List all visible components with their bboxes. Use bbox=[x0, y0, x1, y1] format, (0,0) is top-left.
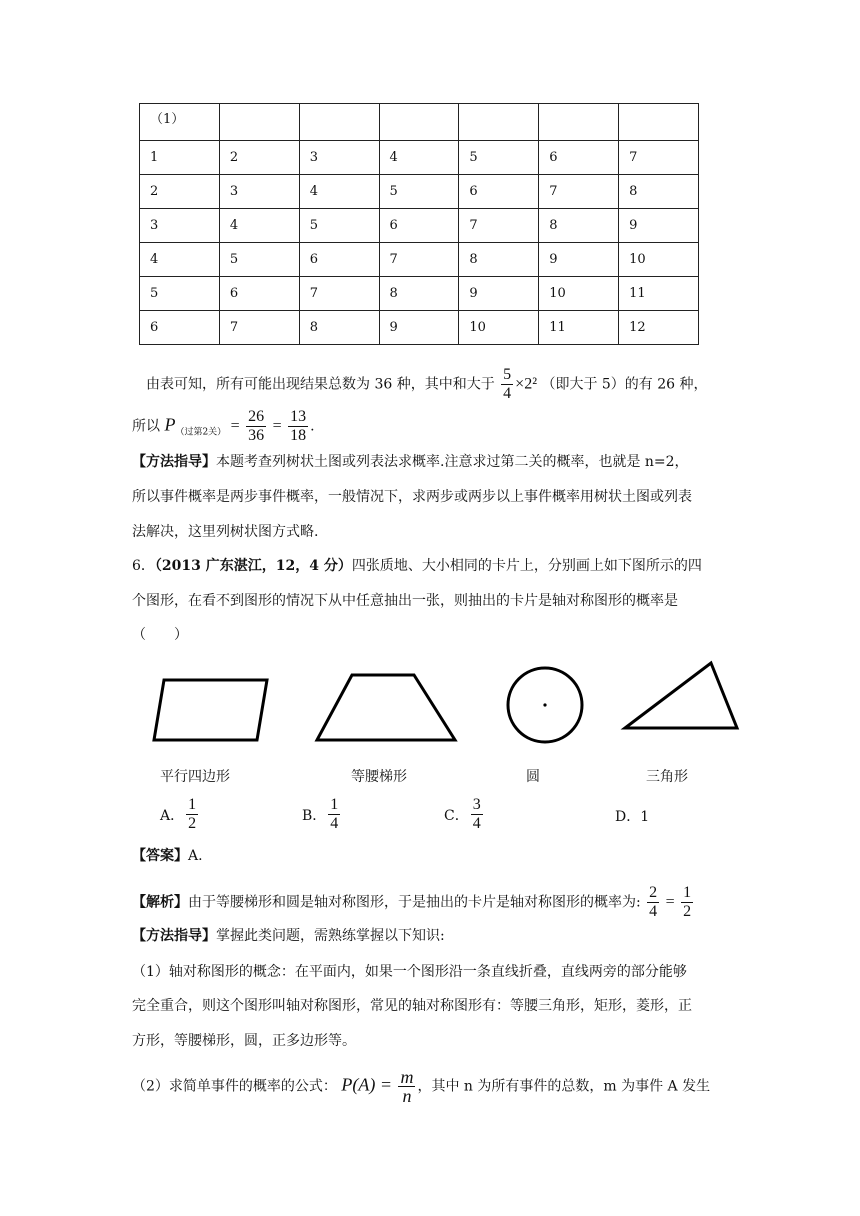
fraction-numerator: m bbox=[400, 1067, 414, 1087]
period: . bbox=[310, 418, 315, 435]
question-source: （2013 广东湛江，12，4 分） bbox=[154, 558, 352, 574]
table-row bbox=[140, 277, 699, 311]
table-cell: 7 bbox=[299, 277, 379, 311]
label-circle: 圆 bbox=[526, 769, 540, 785]
answer-blank: （ ） bbox=[132, 627, 188, 643]
analysis-line-2 bbox=[132, 408, 315, 445]
table-cell bbox=[539, 104, 619, 141]
table-cell: （1） bbox=[140, 104, 220, 141]
circle-center-dot bbox=[543, 703, 546, 706]
method-guide-1-line-1 bbox=[132, 452, 689, 472]
question-text: 四张质地、大小相同的卡片上，分别画上如下图所示的四 bbox=[351, 558, 702, 574]
explanation-fraction-1-2 bbox=[681, 884, 693, 921]
analysis-line-1 bbox=[146, 366, 708, 403]
table-cell: 5 bbox=[299, 209, 379, 243]
table-cell: 7 bbox=[219, 311, 299, 345]
explanation-line bbox=[132, 884, 695, 921]
method-guide-tag: 【方法指导】 bbox=[132, 928, 216, 944]
fraction-denominator: 2 bbox=[188, 815, 197, 832]
table-cell: 5 bbox=[140, 277, 220, 311]
table-cell bbox=[459, 104, 539, 141]
table-cell: 6 bbox=[219, 277, 299, 311]
fraction-denominator: n bbox=[402, 1086, 412, 1106]
table-cell: 7 bbox=[379, 243, 459, 277]
analysis-so-text: 所以 bbox=[132, 418, 160, 435]
table-cell: 11 bbox=[619, 277, 699, 311]
fraction-denominator: 4 bbox=[503, 385, 512, 402]
table-row bbox=[140, 209, 699, 243]
explanation-text: 由于等腰梯形和圆是轴对称图形，于是抽出的卡片是轴对称图形的概率为: bbox=[188, 894, 641, 911]
option-a-label: A． bbox=[160, 807, 185, 824]
method-guide-2-p2-line bbox=[132, 1068, 710, 1105]
table-cell bbox=[379, 104, 459, 141]
table-cell: 11 bbox=[539, 311, 619, 345]
fraction-denominator: 18 bbox=[290, 427, 307, 444]
label-triangle: 三角形 bbox=[646, 769, 688, 785]
table-cell: 8 bbox=[459, 243, 539, 277]
fraction-5-4 bbox=[501, 366, 513, 403]
answer-line bbox=[132, 846, 203, 866]
table-cell: 5 bbox=[459, 141, 539, 175]
fraction-numerator: 1 bbox=[683, 884, 692, 901]
option-c bbox=[444, 796, 485, 833]
option-a-fraction bbox=[186, 796, 198, 833]
fraction-numerator: 2 bbox=[649, 884, 658, 901]
label-parallelogram: 平行四边形 bbox=[160, 769, 230, 785]
question-6-line-2: 个图形，在看不到图形的情况下从中任意抽出一张，则抽出的卡片是轴对称图形的概率是 bbox=[132, 593, 678, 609]
fraction-denominator: 36 bbox=[248, 427, 265, 444]
option-b-fraction bbox=[328, 796, 340, 833]
option-a bbox=[160, 796, 200, 833]
formula-explanation-text: ，其中 n 为所有事件的总数，m 为事件 A 发生 bbox=[417, 1078, 711, 1095]
table-cell: 6 bbox=[140, 311, 220, 345]
equals-sign: = bbox=[272, 417, 282, 435]
method-guide-intro-text: 掌握此类问题，需熟练掌握以下知识: bbox=[216, 928, 445, 944]
probability-symbol: P bbox=[164, 414, 176, 435]
formula-fraction-m-n bbox=[398, 1068, 415, 1105]
table-cell: 8 bbox=[299, 311, 379, 345]
table-cell: 3 bbox=[219, 175, 299, 209]
question-6-line-1 bbox=[132, 556, 702, 576]
table-cell bbox=[299, 104, 379, 141]
table-cell: 5 bbox=[219, 243, 299, 277]
table-cell: 6 bbox=[299, 243, 379, 277]
table-cell: 9 bbox=[379, 311, 459, 345]
option-c-fraction bbox=[471, 796, 483, 833]
method-guide-1-line-3: 法解决，这里列树状图方式略. bbox=[132, 524, 319, 540]
fraction-denominator: 4 bbox=[330, 815, 339, 832]
table-cell: 6 bbox=[379, 209, 459, 243]
method-guide-1-line-2: 所以事件概率是两步事件概率，一般情况下，求两步或两步以上事件概率用树状土图或列表 bbox=[132, 489, 692, 505]
table-header-row bbox=[140, 104, 699, 141]
method-guide-2-intro bbox=[132, 926, 445, 946]
analysis-text-b: （即大于 5）的有 26 种， bbox=[541, 376, 708, 393]
option-d: D．1 bbox=[615, 809, 650, 825]
table-cell: 10 bbox=[459, 311, 539, 345]
table-cell: 8 bbox=[379, 277, 459, 311]
option-b bbox=[302, 796, 342, 833]
fraction-numerator: 3 bbox=[472, 796, 481, 813]
fraction-numerator: 26 bbox=[248, 408, 265, 425]
table-cell: 10 bbox=[619, 243, 699, 277]
table-cell: 4 bbox=[379, 141, 459, 175]
method-guide-tag: 【方法指导】 bbox=[132, 454, 216, 470]
option-c-label: C． bbox=[444, 807, 469, 824]
table-cell: 2 bbox=[140, 175, 220, 209]
table-cell: 12 bbox=[619, 311, 699, 345]
fraction-denominator: 4 bbox=[649, 903, 658, 920]
parallelogram-shape bbox=[154, 680, 267, 740]
formula-lhs: P(A) = bbox=[341, 1074, 392, 1095]
option-b-label: B． bbox=[302, 807, 327, 824]
table-row bbox=[140, 141, 699, 175]
table-cell: 6 bbox=[539, 141, 619, 175]
isosceles-trapezoid-shape bbox=[317, 675, 455, 740]
table-cell: 4 bbox=[299, 175, 379, 209]
explanation-tag: 【解析】 bbox=[132, 894, 188, 911]
fraction-26-36 bbox=[246, 408, 266, 445]
fraction-denominator: 4 bbox=[472, 815, 481, 832]
probability-subscript: （过第2关） bbox=[175, 427, 227, 438]
equals-sign: = bbox=[665, 893, 675, 911]
table-cell bbox=[219, 104, 299, 141]
table-cell: 7 bbox=[459, 209, 539, 243]
fraction-numerator: 1 bbox=[188, 796, 197, 813]
table-cell: 4 bbox=[219, 209, 299, 243]
table-cell: 2 bbox=[219, 141, 299, 175]
triangle-shape bbox=[625, 663, 737, 728]
shapes-figure bbox=[0, 650, 860, 750]
method-guide-2-p1-line-1: （1）轴对称图形的概念：在平面内，如果一个图形沿一条直线折叠，直线两旁的部分能够 bbox=[132, 964, 687, 980]
table-cell: 8 bbox=[619, 175, 699, 209]
table-cell: 5 bbox=[379, 175, 459, 209]
table-cell: 4 bbox=[140, 243, 220, 277]
table-cell: 9 bbox=[619, 209, 699, 243]
table-cell bbox=[619, 104, 699, 141]
table-cell: 10 bbox=[539, 277, 619, 311]
table-row bbox=[140, 175, 699, 209]
answer-tag: 【答案】 bbox=[132, 848, 188, 864]
table-cell: 9 bbox=[459, 277, 539, 311]
fraction-numerator: 1 bbox=[330, 796, 339, 813]
table-cell: 6 bbox=[459, 175, 539, 209]
table-cell: 7 bbox=[619, 141, 699, 175]
explanation-fraction-2-4 bbox=[647, 884, 659, 921]
table-cell: 9 bbox=[539, 243, 619, 277]
question-number: 6． bbox=[132, 558, 155, 574]
equals-sign: = bbox=[230, 417, 240, 435]
table-cell: 1 bbox=[140, 141, 220, 175]
fraction-denominator: 2 bbox=[683, 903, 692, 920]
fraction-numerator: 13 bbox=[290, 408, 307, 425]
table-row bbox=[140, 311, 699, 345]
fraction-13-18 bbox=[288, 408, 308, 445]
table-cell: 7 bbox=[539, 175, 619, 209]
fraction-numerator: 5 bbox=[503, 366, 512, 383]
sum-table bbox=[139, 103, 699, 345]
method-guide-2-p1-line-3: 方形，等腰梯形，圆，正多边形等。 bbox=[132, 1033, 356, 1049]
table-cell: 3 bbox=[140, 209, 220, 243]
times-two-squared: ×2² bbox=[515, 375, 537, 393]
analysis-text-a: 由表可知，所有可能出现结果总数为 36 种，其中和大于 bbox=[146, 376, 495, 393]
label-isosceles-trapezoid: 等腰梯形 bbox=[351, 769, 407, 785]
formula-intro-text: （2）求简单事件的概率的公式： bbox=[132, 1078, 337, 1095]
method-guide-text: 本题考查列树状土图或列表法求概率.注意求过第二关的概率，也就是 n=2， bbox=[216, 454, 689, 470]
table-cell: 8 bbox=[539, 209, 619, 243]
table-row bbox=[140, 243, 699, 277]
answer-text: A. bbox=[188, 848, 203, 864]
method-guide-2-p1-line-2: 完全重合，则这个图形叫轴对称图形，常见的轴对称图形有：等腰三角形，矩形，菱形，正 bbox=[132, 998, 692, 1014]
table-cell: 3 bbox=[299, 141, 379, 175]
